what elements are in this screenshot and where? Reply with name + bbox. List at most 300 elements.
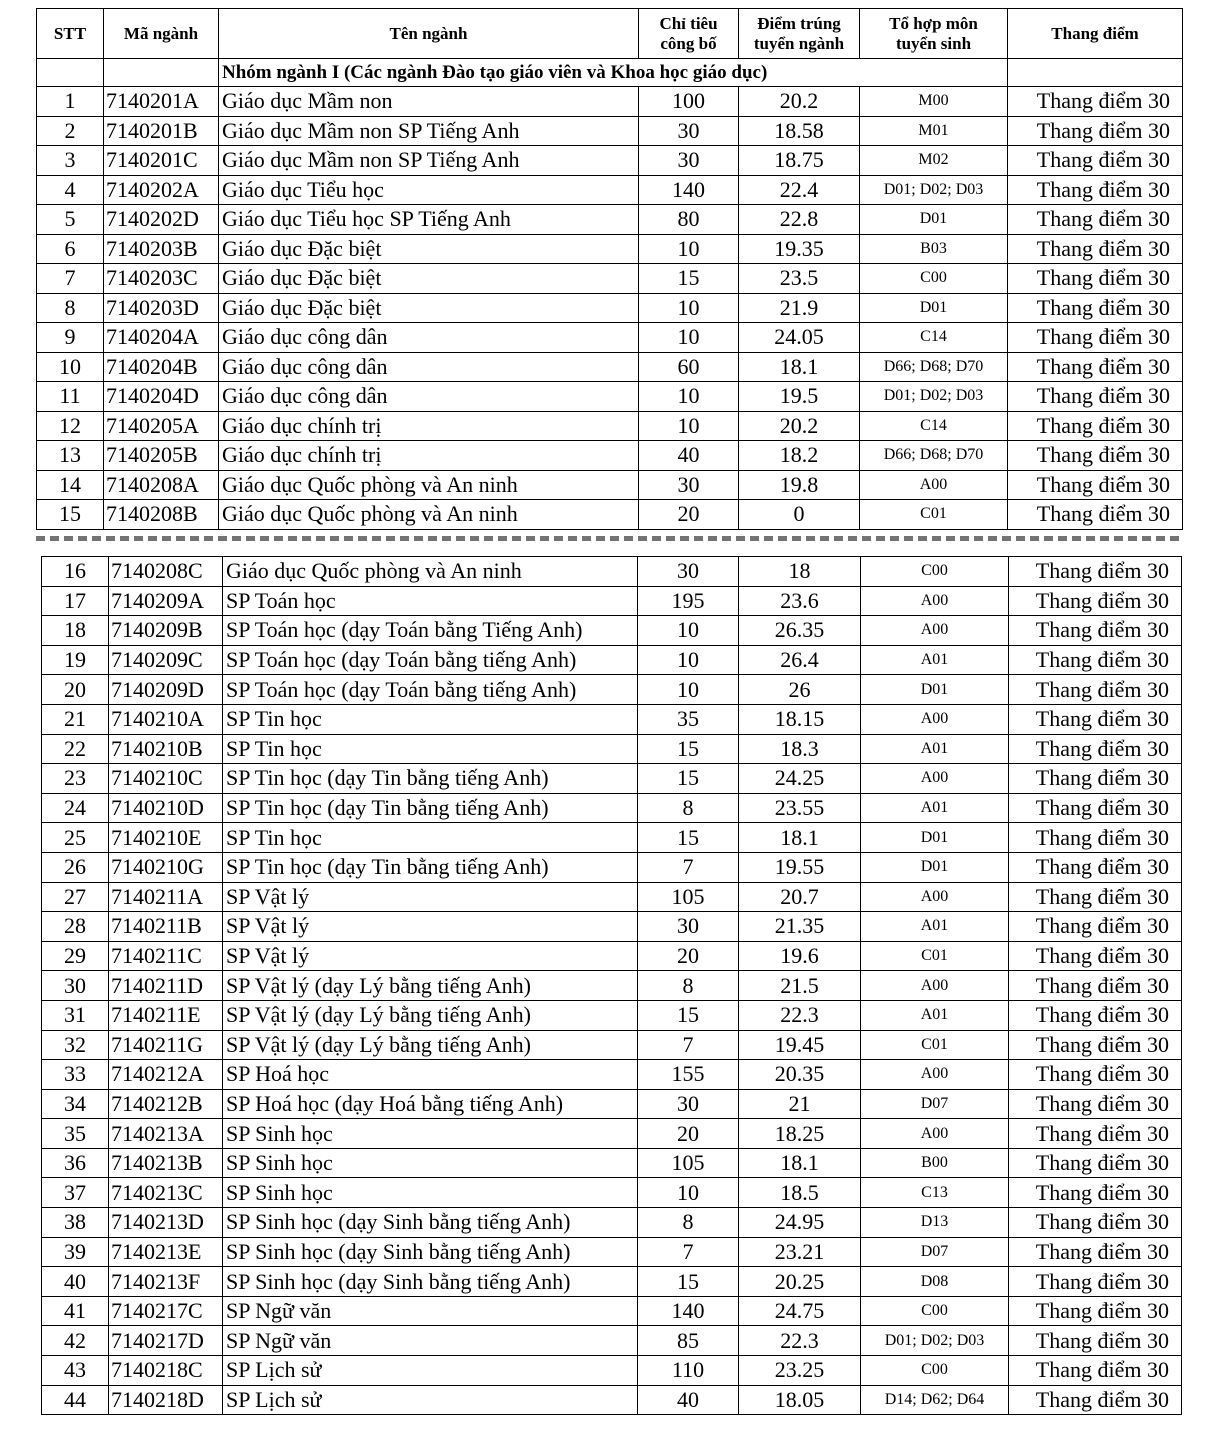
row-scale: Thang điểm 30 bbox=[1009, 1237, 1182, 1267]
row-name: Giáo dục công dân bbox=[219, 382, 639, 412]
row-quota: 105 bbox=[638, 1148, 739, 1178]
row-scale: Thang điểm 30 bbox=[1009, 852, 1182, 882]
row-score: 21.5 bbox=[739, 971, 861, 1001]
row-code: 7140211E bbox=[109, 1000, 223, 1030]
row-combination: D01; D02; D03 bbox=[861, 1326, 1009, 1356]
row-name: SP Toán học (dạy Toán bằng Tiếng Anh) bbox=[223, 616, 638, 646]
row-name: Giáo dục Mầm non SP Tiếng Anh bbox=[219, 146, 639, 176]
table-row bbox=[37, 470, 1183, 500]
row-name: SP Vật lý bbox=[223, 882, 638, 912]
row-quota: 10 bbox=[639, 323, 739, 353]
row-stt: 8 bbox=[37, 293, 104, 323]
table-row bbox=[42, 586, 1182, 616]
row-scale: Thang điểm 30 bbox=[1008, 411, 1183, 441]
row-name: Giáo dục Đặc biệt bbox=[219, 293, 639, 323]
row-quota: 7 bbox=[638, 852, 739, 882]
row-quota: 30 bbox=[638, 1089, 739, 1119]
row-score: 19.35 bbox=[739, 234, 860, 264]
row-stt: 41 bbox=[42, 1296, 109, 1326]
row-name: SP Vật lý bbox=[223, 941, 638, 971]
header-stt: STT bbox=[37, 9, 104, 59]
row-code: 7140205A bbox=[104, 411, 219, 441]
row-stt: 40 bbox=[42, 1267, 109, 1297]
row-stt: 16 bbox=[42, 557, 109, 587]
row-combination: D66; D68; D70 bbox=[860, 441, 1008, 471]
row-stt: 3 bbox=[37, 146, 104, 176]
row-code: 7140208B bbox=[104, 500, 219, 530]
row-combination: D66; D68; D70 bbox=[860, 352, 1008, 382]
row-combination: A00 bbox=[861, 586, 1009, 616]
row-name: SP Sinh học (dạy Sinh bằng tiếng Anh) bbox=[223, 1267, 638, 1297]
row-code: 7140212B bbox=[109, 1089, 223, 1119]
row-combination: D01; D02; D03 bbox=[860, 175, 1008, 205]
row-name: SP Tin học (dạy Tin bằng tiếng Anh) bbox=[223, 793, 638, 823]
row-code: 7140218C bbox=[109, 1356, 223, 1386]
table-row bbox=[37, 441, 1183, 471]
row-combination: A00 bbox=[861, 764, 1009, 794]
row-combination: A01 bbox=[861, 793, 1009, 823]
row-quota: 10 bbox=[639, 411, 739, 441]
row-stt: 22 bbox=[42, 734, 109, 764]
row-stt: 32 bbox=[42, 1030, 109, 1060]
row-name: Giáo dục Quốc phòng và An ninh bbox=[223, 557, 638, 587]
row-scale: Thang điểm 30 bbox=[1009, 704, 1182, 734]
row-stt: 15 bbox=[37, 500, 104, 530]
admission-table-part-2 bbox=[41, 556, 1182, 1415]
row-score: 23.55 bbox=[739, 793, 861, 823]
admission-table-part-1 bbox=[36, 8, 1183, 530]
row-stt: 36 bbox=[42, 1148, 109, 1178]
row-name: SP Tin học bbox=[223, 823, 638, 853]
row-code: 7140208C bbox=[109, 557, 223, 587]
table-row bbox=[37, 205, 1183, 235]
row-scale: Thang điểm 30 bbox=[1009, 734, 1182, 764]
row-score: 19.5 bbox=[739, 382, 860, 412]
table-row bbox=[37, 352, 1183, 382]
row-score: 18.3 bbox=[739, 734, 861, 764]
row-quota: 30 bbox=[638, 557, 739, 587]
row-scale: Thang điểm 30 bbox=[1009, 1030, 1182, 1060]
row-combination: A01 bbox=[861, 1000, 1009, 1030]
row-score: 23.25 bbox=[739, 1356, 861, 1386]
row-name: SP Tin học bbox=[223, 704, 638, 734]
row-scale: Thang điểm 30 bbox=[1008, 500, 1183, 530]
table-row bbox=[42, 1385, 1182, 1415]
group-empty-cell bbox=[104, 59, 219, 87]
row-code: 7140210B bbox=[109, 734, 223, 764]
table-row bbox=[37, 87, 1183, 117]
group-empty-cell bbox=[1008, 59, 1183, 87]
header-comb-line2: tuyển sinh bbox=[895, 33, 972, 53]
row-combination: C01 bbox=[861, 941, 1009, 971]
row-stt: 20 bbox=[42, 675, 109, 705]
row-name: SP Hoá học (dạy Hoá bằng tiếng Anh) bbox=[223, 1089, 638, 1119]
row-quota: 10 bbox=[639, 293, 739, 323]
row-name: SP Sinh học bbox=[223, 1178, 638, 1208]
row-code: 7140202A bbox=[104, 175, 219, 205]
row-stt: 7 bbox=[37, 264, 104, 294]
row-combination: C01 bbox=[861, 1030, 1009, 1060]
table-row bbox=[42, 882, 1182, 912]
row-stt: 35 bbox=[42, 1119, 109, 1149]
row-score: 19.8 bbox=[739, 470, 860, 500]
row-quota: 195 bbox=[638, 586, 739, 616]
row-combination: A00 bbox=[861, 704, 1009, 734]
row-code: 7140211C bbox=[109, 941, 223, 971]
row-stt: 9 bbox=[37, 323, 104, 353]
row-stt: 38 bbox=[42, 1208, 109, 1238]
row-combination: D01; D02; D03 bbox=[860, 382, 1008, 412]
row-stt: 31 bbox=[42, 1000, 109, 1030]
row-score: 24.75 bbox=[739, 1296, 861, 1326]
row-name: Giáo dục Tiểu học bbox=[219, 175, 639, 205]
row-code: 7140217D bbox=[109, 1326, 223, 1356]
row-stt: 28 bbox=[42, 912, 109, 942]
row-scale: Thang điểm 30 bbox=[1008, 352, 1183, 382]
row-code: 7140211A bbox=[109, 882, 223, 912]
row-combination: D01 bbox=[861, 675, 1009, 705]
row-name: SP Vật lý (dạy Lý bằng tiếng Anh) bbox=[223, 1000, 638, 1030]
row-quota: 30 bbox=[638, 912, 739, 942]
row-code: 7140208A bbox=[104, 470, 219, 500]
table-row bbox=[42, 1208, 1182, 1238]
table-row bbox=[42, 1178, 1182, 1208]
row-scale: Thang điểm 30 bbox=[1009, 764, 1182, 794]
row-scale: Thang điểm 30 bbox=[1008, 116, 1183, 146]
row-scale: Thang điểm 30 bbox=[1009, 1119, 1182, 1149]
row-code: 7140211D bbox=[109, 971, 223, 1001]
row-name: SP Vật lý bbox=[223, 912, 638, 942]
row-stt: 43 bbox=[42, 1356, 109, 1386]
row-scale: Thang điểm 30 bbox=[1009, 1267, 1182, 1297]
row-quota: 15 bbox=[638, 1000, 739, 1030]
row-stt: 37 bbox=[42, 1178, 109, 1208]
table-row bbox=[42, 764, 1182, 794]
row-combination: A01 bbox=[861, 645, 1009, 675]
row-quota: 20 bbox=[639, 500, 739, 530]
row-stt: 23 bbox=[42, 764, 109, 794]
row-code: 7140204A bbox=[104, 323, 219, 353]
row-scale: Thang điểm 30 bbox=[1009, 941, 1182, 971]
header-code: Mã ngành bbox=[104, 9, 219, 59]
page-cut-gap bbox=[36, 541, 1186, 555]
row-combination: C00 bbox=[860, 264, 1008, 294]
table-row bbox=[42, 734, 1182, 764]
row-name: SP Sinh học bbox=[223, 1119, 638, 1149]
table-row bbox=[42, 675, 1182, 705]
table-row bbox=[42, 1296, 1182, 1326]
table-row bbox=[42, 823, 1182, 853]
row-code: 7140213D bbox=[109, 1208, 223, 1238]
row-scale: Thang điểm 30 bbox=[1009, 616, 1182, 646]
row-code: 7140218D bbox=[109, 1385, 223, 1415]
row-name: SP Ngữ văn bbox=[223, 1296, 638, 1326]
row-name: Giáo dục Đặc biệt bbox=[219, 264, 639, 294]
row-code: 7140213C bbox=[109, 1178, 223, 1208]
row-score: 18.2 bbox=[739, 441, 860, 471]
row-combination: B03 bbox=[860, 234, 1008, 264]
row-scale: Thang điểm 30 bbox=[1009, 971, 1182, 1001]
row-score: 18.58 bbox=[739, 116, 860, 146]
row-score: 20.35 bbox=[739, 1060, 861, 1090]
row-scale: Thang điểm 30 bbox=[1009, 1148, 1182, 1178]
row-scale: Thang điểm 30 bbox=[1009, 1385, 1182, 1415]
row-code: 7140209D bbox=[109, 675, 223, 705]
header-row bbox=[37, 9, 1183, 59]
row-name: SP Lịch sử bbox=[223, 1356, 638, 1386]
row-code: 7140202D bbox=[104, 205, 219, 235]
header-scale: Thang điểm bbox=[1008, 9, 1183, 59]
table-row bbox=[42, 1030, 1182, 1060]
row-quota: 10 bbox=[638, 1178, 739, 1208]
table-row bbox=[42, 704, 1182, 734]
row-combination: M01 bbox=[860, 116, 1008, 146]
row-combination: C14 bbox=[860, 323, 1008, 353]
table-row bbox=[42, 971, 1182, 1001]
row-name: Giáo dục công dân bbox=[219, 352, 639, 382]
table-row bbox=[42, 557, 1182, 587]
row-scale: Thang điểm 30 bbox=[1009, 882, 1182, 912]
table-row bbox=[42, 912, 1182, 942]
table-row bbox=[42, 793, 1182, 823]
table-row bbox=[37, 146, 1183, 176]
row-combination: A00 bbox=[861, 1060, 1009, 1090]
table-row bbox=[42, 1237, 1182, 1267]
row-quota: 7 bbox=[638, 1030, 739, 1060]
row-scale: Thang điểm 30 bbox=[1008, 293, 1183, 323]
row-combination: A00 bbox=[861, 882, 1009, 912]
row-stt: 33 bbox=[42, 1060, 109, 1090]
row-scale: Thang điểm 30 bbox=[1009, 675, 1182, 705]
row-code: 7140213E bbox=[109, 1237, 223, 1267]
row-score: 22.8 bbox=[739, 205, 860, 235]
row-score: 18.05 bbox=[739, 1385, 861, 1415]
row-name: Giáo dục chính trị bbox=[219, 441, 639, 471]
table-row bbox=[42, 1119, 1182, 1149]
row-score: 24.25 bbox=[739, 764, 861, 794]
row-combination: B00 bbox=[861, 1148, 1009, 1178]
row-score: 18.1 bbox=[739, 352, 860, 382]
row-code: 7140213F bbox=[109, 1267, 223, 1297]
row-code: 7140209C bbox=[109, 645, 223, 675]
row-quota: 30 bbox=[639, 470, 739, 500]
row-combination: A00 bbox=[860, 470, 1008, 500]
header-comb-line1: Tổ hợp môn bbox=[889, 13, 978, 33]
row-stt: 25 bbox=[42, 823, 109, 853]
row-quota: 155 bbox=[638, 1060, 739, 1090]
row-name: Giáo dục Tiểu học SP Tiếng Anh bbox=[219, 205, 639, 235]
row-quota: 100 bbox=[639, 87, 739, 117]
row-quota: 10 bbox=[638, 616, 739, 646]
row-scale: Thang điểm 30 bbox=[1008, 470, 1183, 500]
row-code: 7140204B bbox=[104, 352, 219, 382]
table-row bbox=[42, 1356, 1182, 1386]
row-name: SP Sinh học (dạy Sinh bằng tiếng Anh) bbox=[223, 1208, 638, 1238]
row-combination: A01 bbox=[861, 734, 1009, 764]
row-combination: D01 bbox=[860, 293, 1008, 323]
row-combination: D07 bbox=[861, 1089, 1009, 1119]
row-combination: D14; D62; D64 bbox=[861, 1385, 1009, 1415]
row-quota: 60 bbox=[639, 352, 739, 382]
row-score: 24.05 bbox=[739, 323, 860, 353]
row-scale: Thang điểm 30 bbox=[1009, 1356, 1182, 1386]
row-code: 7140217C bbox=[109, 1296, 223, 1326]
row-scale: Thang điểm 30 bbox=[1008, 323, 1183, 353]
table-row bbox=[42, 1326, 1182, 1356]
row-combination: D08 bbox=[861, 1267, 1009, 1297]
row-quota: 10 bbox=[638, 645, 739, 675]
row-score: 24.95 bbox=[739, 1208, 861, 1238]
row-code: 7140210G bbox=[109, 852, 223, 882]
header-score-line1: Điểm trúng bbox=[757, 13, 841, 33]
row-scale: Thang điểm 30 bbox=[1009, 1089, 1182, 1119]
table-row bbox=[37, 264, 1183, 294]
row-code: 7140203C bbox=[104, 264, 219, 294]
row-quota: 35 bbox=[638, 704, 739, 734]
row-quota: 7 bbox=[638, 1237, 739, 1267]
row-quota: 15 bbox=[639, 264, 739, 294]
row-name: SP Toán học bbox=[223, 586, 638, 616]
row-score: 23.6 bbox=[739, 586, 861, 616]
row-stt: 18 bbox=[42, 616, 109, 646]
row-quota: 30 bbox=[639, 116, 739, 146]
row-score: 18.5 bbox=[739, 1178, 861, 1208]
row-score: 20.2 bbox=[739, 87, 860, 117]
row-score: 22.4 bbox=[739, 175, 860, 205]
row-combination: M00 bbox=[860, 87, 1008, 117]
row-quota: 20 bbox=[638, 1119, 739, 1149]
row-code: 7140209A bbox=[109, 586, 223, 616]
row-scale: Thang điểm 30 bbox=[1008, 175, 1183, 205]
row-name: SP Toán học (dạy Toán bằng tiếng Anh) bbox=[223, 645, 638, 675]
row-combination: D01 bbox=[861, 852, 1009, 882]
row-combination: D13 bbox=[861, 1208, 1009, 1238]
row-name: SP Toán học (dạy Toán bằng tiếng Anh) bbox=[223, 675, 638, 705]
table-row bbox=[42, 645, 1182, 675]
row-score: 22.3 bbox=[739, 1000, 861, 1030]
row-scale: Thang điểm 30 bbox=[1009, 1296, 1182, 1326]
row-quota: 8 bbox=[638, 1208, 739, 1238]
row-score: 20.7 bbox=[739, 882, 861, 912]
row-score: 18.1 bbox=[739, 1148, 861, 1178]
row-name: SP Tin học (dạy Tin bằng tiếng Anh) bbox=[223, 852, 638, 882]
row-combination: C00 bbox=[861, 557, 1009, 587]
row-score: 18.15 bbox=[739, 704, 861, 734]
row-quota: 10 bbox=[639, 382, 739, 412]
row-score: 19.6 bbox=[739, 941, 861, 971]
table-row bbox=[42, 1000, 1182, 1030]
row-stt: 10 bbox=[37, 352, 104, 382]
row-quota: 85 bbox=[638, 1326, 739, 1356]
row-quota: 140 bbox=[639, 175, 739, 205]
row-stt: 27 bbox=[42, 882, 109, 912]
row-scale: Thang điểm 30 bbox=[1009, 557, 1182, 587]
table-row bbox=[37, 411, 1183, 441]
table-row bbox=[37, 382, 1183, 412]
row-score: 21.9 bbox=[739, 293, 860, 323]
row-score: 18.25 bbox=[739, 1119, 861, 1149]
row-quota: 15 bbox=[638, 1267, 739, 1297]
row-scale: Thang điểm 30 bbox=[1009, 586, 1182, 616]
row-name: Giáo dục Mầm non bbox=[219, 87, 639, 117]
row-score: 26.4 bbox=[739, 645, 861, 675]
header-combination bbox=[860, 9, 1008, 59]
row-name: Giáo dục công dân bbox=[219, 323, 639, 353]
row-quota: 40 bbox=[639, 441, 739, 471]
row-combination: D01 bbox=[861, 823, 1009, 853]
header-score-line2: tuyển ngành bbox=[753, 33, 845, 53]
row-combination: D07 bbox=[861, 1237, 1009, 1267]
row-name: SP Vật lý (dạy Lý bằng tiếng Anh) bbox=[223, 971, 638, 1001]
row-stt: 21 bbox=[42, 704, 109, 734]
header-score bbox=[739, 9, 860, 59]
row-combination: C00 bbox=[861, 1356, 1009, 1386]
row-name: SP Ngữ văn bbox=[223, 1326, 638, 1356]
row-scale: Thang điểm 30 bbox=[1009, 1178, 1182, 1208]
row-quota: 15 bbox=[638, 734, 739, 764]
row-combination: C13 bbox=[861, 1178, 1009, 1208]
row-stt: 19 bbox=[42, 645, 109, 675]
row-stt: 2 bbox=[37, 116, 104, 146]
row-code: 7140203D bbox=[104, 293, 219, 323]
row-name: Giáo dục Quốc phòng và An ninh bbox=[219, 470, 639, 500]
group-title: Nhóm ngành I (Các ngành Đào tạo giáo viên và Khoa học giáo dục) bbox=[219, 59, 1008, 87]
row-stt: 5 bbox=[37, 205, 104, 235]
row-name: Giáo dục Đặc biệt bbox=[219, 234, 639, 264]
row-score: 23.5 bbox=[739, 264, 860, 294]
row-quota: 105 bbox=[638, 882, 739, 912]
row-stt: 39 bbox=[42, 1237, 109, 1267]
row-quota: 40 bbox=[638, 1385, 739, 1415]
row-name: SP Tin học (dạy Tin bằng tiếng Anh) bbox=[223, 764, 638, 794]
table-row bbox=[37, 323, 1183, 353]
row-scale: Thang điểm 30 bbox=[1009, 1326, 1182, 1356]
row-scale: Thang điểm 30 bbox=[1008, 146, 1183, 176]
row-combination: A00 bbox=[861, 616, 1009, 646]
row-quota: 20 bbox=[638, 941, 739, 971]
row-quota: 10 bbox=[638, 675, 739, 705]
row-score: 0 bbox=[739, 500, 860, 530]
row-quota: 10 bbox=[639, 234, 739, 264]
row-code: 7140201C bbox=[104, 146, 219, 176]
row-quota: 15 bbox=[638, 764, 739, 794]
row-stt: 1 bbox=[37, 87, 104, 117]
row-stt: 4 bbox=[37, 175, 104, 205]
row-code: 7140213B bbox=[109, 1148, 223, 1178]
row-score: 19.55 bbox=[739, 852, 861, 882]
row-code: 7140205B bbox=[104, 441, 219, 471]
table-row bbox=[42, 1267, 1182, 1297]
table-row bbox=[37, 116, 1183, 146]
row-stt: 12 bbox=[37, 411, 104, 441]
row-name: SP Tin học bbox=[223, 734, 638, 764]
row-name: SP Hoá học bbox=[223, 1060, 638, 1090]
row-stt: 13 bbox=[37, 441, 104, 471]
row-scale: Thang điểm 30 bbox=[1008, 382, 1183, 412]
row-code: 7140212A bbox=[109, 1060, 223, 1090]
row-code: 7140203B bbox=[104, 234, 219, 264]
header-quota bbox=[639, 9, 739, 59]
row-combination: A00 bbox=[861, 971, 1009, 1001]
row-quota: 8 bbox=[638, 971, 739, 1001]
row-scale: Thang điểm 30 bbox=[1009, 793, 1182, 823]
row-code: 7140210E bbox=[109, 823, 223, 853]
row-code: 7140201A bbox=[104, 87, 219, 117]
row-stt: 6 bbox=[37, 234, 104, 264]
header-quota-line2: công bố bbox=[660, 33, 717, 53]
row-code: 7140204D bbox=[104, 382, 219, 412]
row-score: 22.3 bbox=[739, 1326, 861, 1356]
